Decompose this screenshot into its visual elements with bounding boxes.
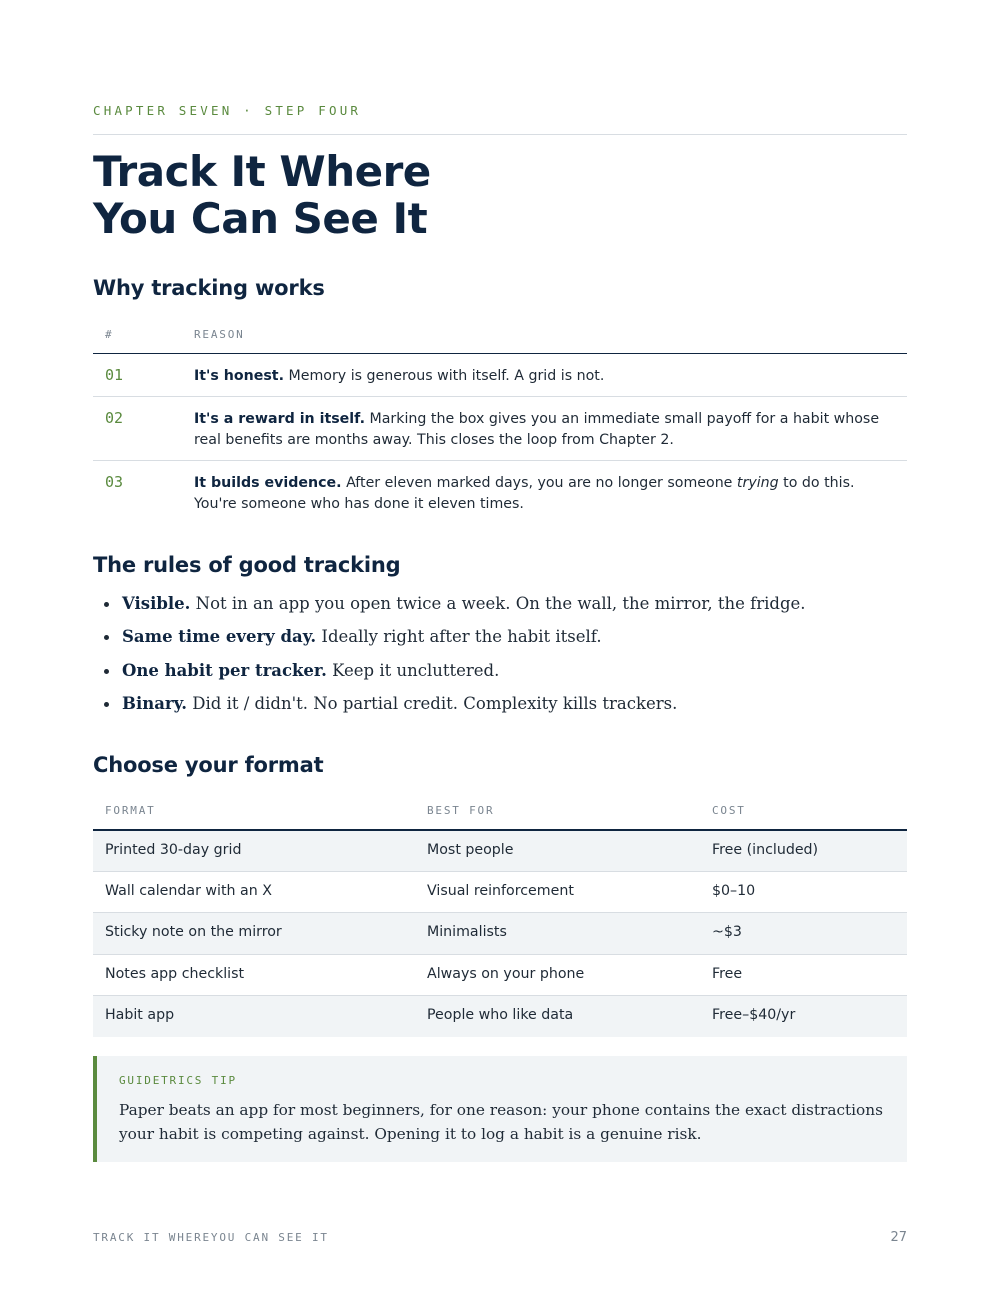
cost-cell: Free–$40/yr xyxy=(712,1006,796,1023)
page-title-line-2: You Can See It xyxy=(93,194,428,243)
column-header-best-for: BEST FOR xyxy=(427,804,495,817)
page-number: 27 xyxy=(890,1230,907,1245)
cost-cell: Free (included) xyxy=(712,842,819,858)
tip-label: GUIDETRICS TIP xyxy=(119,1074,237,1087)
best-for-cell: Most people xyxy=(427,842,514,858)
reason-number: 01 xyxy=(105,366,124,384)
best-for-cell: Minimalists xyxy=(427,924,507,941)
column-header-reason: REASON xyxy=(194,328,245,341)
rule-item: Binary. Did it / didn't. No partial credit. Complexity kills trackers. xyxy=(103,691,893,724)
reason-row xyxy=(93,354,907,397)
tip-body: Paper beats an app for most beginners, for one reason: your phone contains the exact distractions your habit is competing against. Opening it to log a habit is a genuine risk. xyxy=(119,1101,883,1143)
reason-text: It builds evidence. After eleven marked days, you are no longer someone trying to do this. You're someone who has done it eleven times. xyxy=(194,475,855,512)
reason-row xyxy=(93,461,907,524)
best-for-cell: Visual reinforcement xyxy=(427,883,574,900)
format-row xyxy=(93,996,907,1037)
rules-heading: The rules of good tracking xyxy=(93,553,401,577)
format-row xyxy=(93,872,907,913)
cost-cell: $0–10 xyxy=(712,883,756,900)
rule-item: One habit per tracker. Keep it uncluttered. xyxy=(103,658,893,691)
format-cell: Printed 30-day grid xyxy=(105,842,242,858)
reason-number: 02 xyxy=(105,409,124,427)
reason-row xyxy=(93,397,907,461)
rule-lead: Binary. xyxy=(122,694,188,714)
format-cell: Notes app checklist xyxy=(105,965,245,982)
format-row xyxy=(93,831,907,872)
reason-emphasis: trying xyxy=(736,475,779,491)
format-cell: Wall calendar with an X xyxy=(105,883,272,900)
formats-table-header xyxy=(93,800,907,831)
reason-text: It's honest. Memory is generous with itself. A grid is not. xyxy=(194,368,605,384)
reason-text: It's a reward in itself. Marking the box gives you an immediate small payoff for a habit whose real benefits are months away. This closes the loop from Chapter 2. xyxy=(194,411,880,448)
rule-lead: Visible. xyxy=(122,594,191,613)
chapter-eyebrow: CHAPTER SEVEN · STEP FOUR xyxy=(93,103,362,118)
column-header-cost: COST xyxy=(712,804,746,817)
running-footer: TRACK IT WHEREYOU CAN SEE IT xyxy=(93,1231,329,1244)
rule-lead: One habit per tracker. xyxy=(122,660,327,680)
rule-item: Visible. Not in an app you open twice a week. On the wall, the mirror, the fridge. xyxy=(103,591,893,624)
format-row xyxy=(93,913,907,954)
reasons-table-header xyxy=(93,324,907,354)
cost-cell: Free xyxy=(712,965,743,982)
column-header-number: # xyxy=(105,328,114,341)
page-title-line-1: Track It Where xyxy=(93,147,431,196)
cost-cell: ~$3 xyxy=(712,924,742,941)
reason-lead: It builds evidence. xyxy=(194,475,342,491)
reason-number: 03 xyxy=(105,473,124,491)
best-for-cell: People who like data xyxy=(427,1006,574,1023)
why-tracking-heading: Why tracking works xyxy=(93,276,325,300)
best-for-cell: Always on your phone xyxy=(427,965,585,982)
page-title xyxy=(93,148,653,242)
format-heading: Choose your format xyxy=(93,753,324,777)
rules-list xyxy=(103,591,893,725)
rule-lead: Same time every day. xyxy=(122,627,317,647)
tip-callout xyxy=(93,1056,907,1162)
formats-table xyxy=(93,800,907,1037)
format-row xyxy=(93,955,907,996)
header-divider xyxy=(93,134,907,135)
page xyxy=(93,0,907,1295)
rule-item: Same time every day. Ideally right after the habit itself. xyxy=(103,624,893,657)
format-cell: Sticky note on the mirror xyxy=(105,924,282,941)
reason-lead: It's honest. xyxy=(194,368,284,384)
reason-lead: It's a reward in itself. xyxy=(194,411,365,427)
reasons-table xyxy=(93,324,907,524)
format-cell: Habit app xyxy=(105,1006,175,1023)
column-header-format: FORMAT xyxy=(105,804,156,817)
